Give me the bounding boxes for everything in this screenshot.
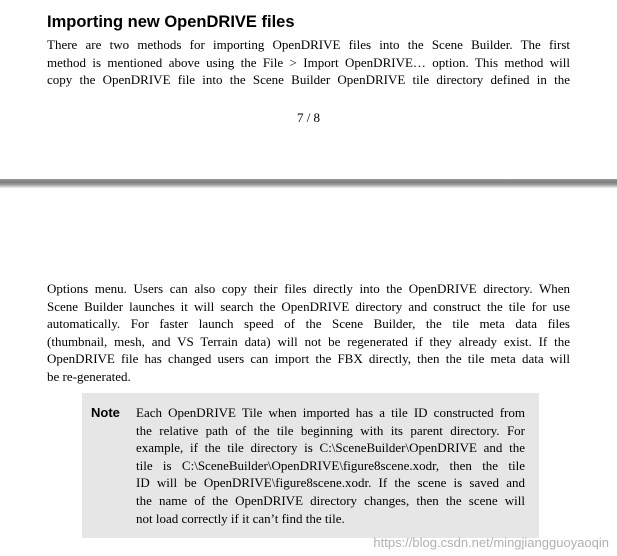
page-number: 7 / 8 — [296, 110, 321, 125]
watermark: https://blog.csdn.net/mingjiangguoyaoqin — [373, 535, 609, 550]
page-separator — [0, 179, 617, 187]
pdf-page-7 — [0, 0, 617, 181]
text-line: Options menu. Users can also copy their files directly into the OpenDRIVE directory. When — [47, 281, 570, 296]
text-line: (thumbnail, mesh, and VS Terrain data) will not be regenerated if they already exist. If the — [47, 333, 570, 349]
text-line: automatically. For faster launch speed of the Scene Builder, the tile meta data files — [47, 316, 570, 332]
text-line: Scene Builder launches it will search the OpenDRIVE directory and construct the tile for use — [47, 298, 570, 314]
page-edge — [0, 187, 617, 188]
text-line: There are two methods for importing OpenDRIVE files into the Scene Builder. The first — [47, 37, 570, 52]
paragraph-import-methods — [47, 36, 570, 89]
text-line: be re-generated. — [47, 368, 131, 384]
section-title: Importing new OpenDRIVE files — [47, 13, 295, 31]
note-line: tile is C:\SceneBuilder\OpenDRIVE\figure8scene.xodr, then the tile — [136, 457, 525, 473]
text-line: method is mentioned above using the File > Import OpenDRIVE… option. This method will — [47, 54, 570, 70]
note-line: not load correctly if it can’t find the tile. — [136, 510, 345, 526]
note-line: the name of the OpenDRIVE directory changes, then the scene will — [136, 492, 525, 508]
note-line: example, if the tile directory is C:\SceneBuilder\OpenDRIVE and the — [136, 440, 525, 456]
note-line: ID will be OpenDRIVE\figure8scene.xodr. If the scene is saved and — [136, 475, 525, 491]
text-line: OpenDRIVE file has changed users can import the FBX directly, then the tile meta data will — [47, 351, 570, 367]
note-line: Each OpenDRIVE Tile when imported has a tile ID constructed from — [136, 405, 525, 420]
note-line: the relative path of the tile beginning with its parent directory. For — [136, 422, 525, 438]
note-label: Note — [91, 405, 120, 420]
note-text — [136, 404, 525, 527]
note-box — [82, 393, 539, 538]
text-line: copy the OpenDRIVE file into the Scene Builder OpenDRIVE tile directory defined in the — [47, 72, 570, 88]
paragraph-options-menu — [47, 280, 570, 386]
